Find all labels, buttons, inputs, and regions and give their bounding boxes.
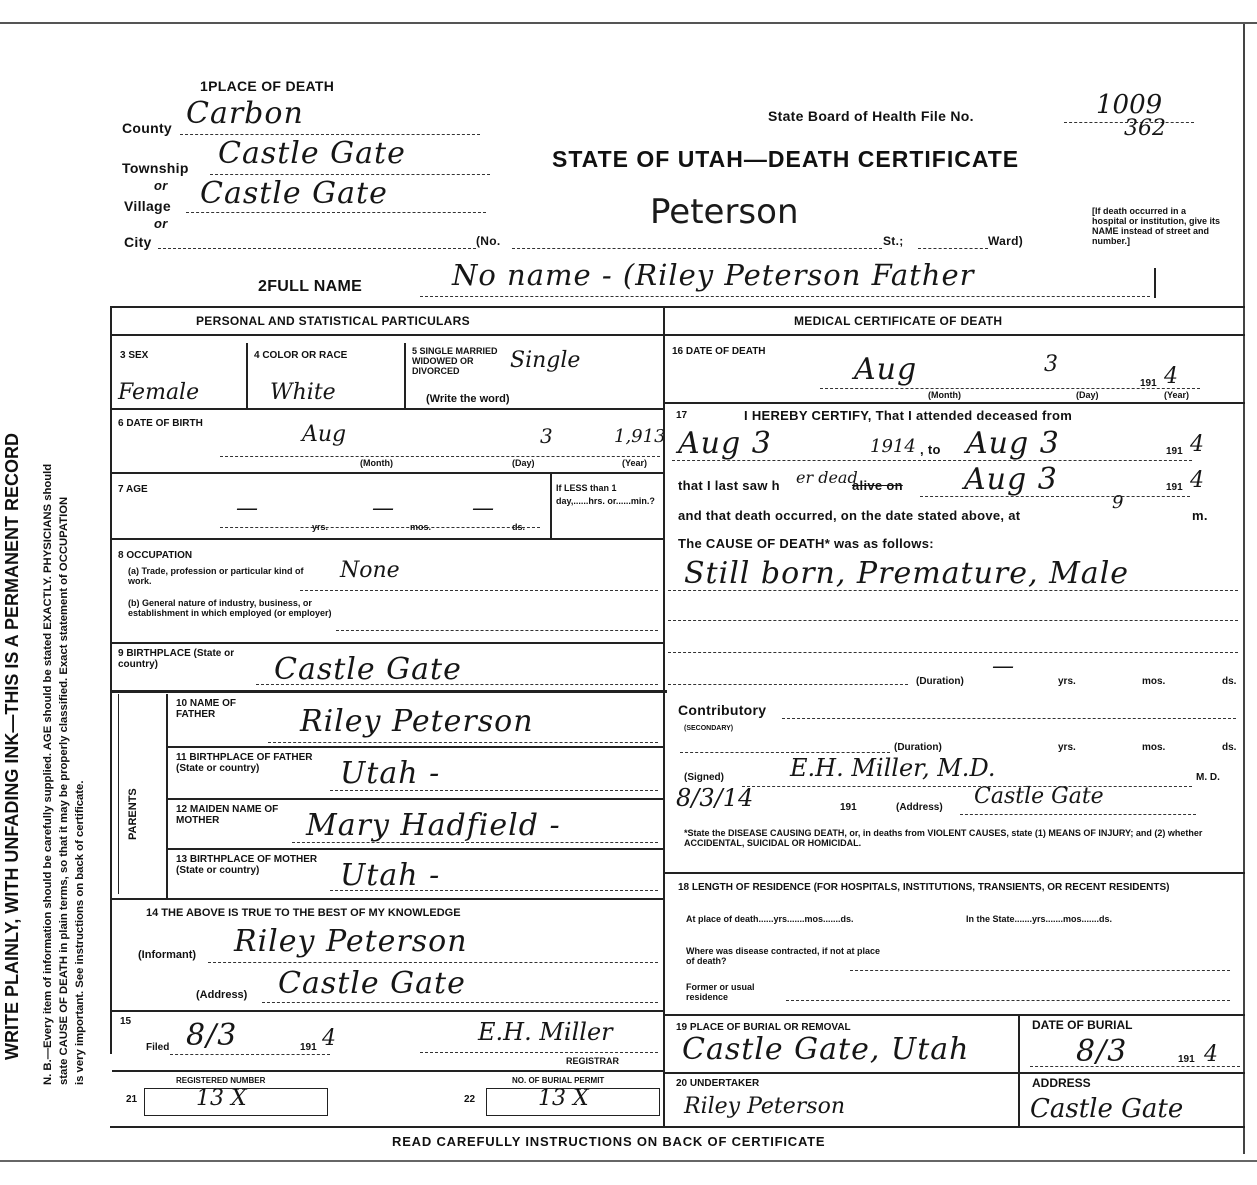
main-top-line: [110, 306, 1245, 308]
row-rule-2: [112, 472, 663, 474]
certify-to: , to: [920, 442, 941, 457]
st-label: St.;: [883, 234, 904, 248]
parents-divider: [166, 694, 168, 898]
undertaker-address-label: ADDRESS: [1032, 1076, 1091, 1090]
mother-bp-value: Utah -: [340, 858, 441, 893]
sex-value: Female: [118, 380, 200, 405]
marital-label: 5 SINGLE MARRIED WIDOWED OR DIVORCED: [412, 346, 498, 376]
village-value: Castle Gate: [200, 176, 388, 211]
last-saw-hw: er dead: [796, 468, 858, 487]
mother-value: Mary Hadfield -: [306, 808, 561, 843]
dod-label: 16 DATE OF DEATH: [672, 346, 766, 357]
burial-value: Castle Gate, Utah: [682, 1032, 970, 1067]
medical-rule-1: [665, 402, 1245, 404]
dod-year-cap: (Year): [1164, 390, 1190, 400]
father-value: Riley Peterson: [300, 704, 534, 739]
sidebar-nb-line1: N. B.—Every item of information should be carefully supplied. AGE should be stated EXACTLY. PHYSICIANS should: [42, 463, 54, 1085]
occupation-value: None: [340, 558, 400, 583]
mother-bp-label: 13 BIRTHPLACE OF MOTHER (State or country): [176, 854, 318, 876]
occupation-b: (b) General nature of industry, business, or establishment in which employed (or employer): [128, 598, 332, 618]
signed-value: E.H. Miller, M.D.: [790, 754, 996, 782]
parents-rule-3: [167, 848, 663, 850]
certify-line-2: [920, 496, 1190, 497]
main-left-line: [110, 306, 112, 1054]
cause-line-1: [668, 590, 1238, 591]
certify-to-year-prefix: 191: [1166, 446, 1183, 457]
occupation-line-b: [336, 630, 658, 631]
contributory-line: [782, 718, 1236, 719]
where-contracted-line: [850, 970, 1230, 971]
footer-instructions: READ CAREFULLY INSTRUCTIONS ON BACK OF CERTIFICATE: [392, 1134, 826, 1149]
full-name-line: [420, 296, 1150, 297]
burial-label: 19 PLACE OF BURIAL OR REMOVAL: [676, 1022, 851, 1033]
file-no-sub: 362: [1124, 116, 1166, 141]
burial-permit-value: 13 X: [538, 1086, 589, 1111]
duration-mos-1: mos.: [1142, 676, 1166, 687]
sex-divider: [246, 343, 248, 409]
village-line: [186, 212, 486, 213]
age-yrs: —: [236, 496, 258, 521]
township-line: [210, 174, 490, 175]
birthplace-value: Castle Gate: [274, 652, 462, 687]
burial-divider: [1018, 1016, 1020, 1126]
signed-line: [742, 786, 1192, 787]
row-rule-3: [112, 538, 663, 540]
undertaker-value: Riley Peterson: [684, 1094, 845, 1119]
where-contracted: Where was disease contracted, if not at place of death?: [686, 946, 881, 966]
dod-line: [820, 388, 1200, 389]
city-line: [158, 248, 476, 249]
age-mos: —: [372, 496, 394, 521]
date-burial-value: 8/3: [1076, 1034, 1128, 1069]
township-value: Castle Gate: [218, 136, 406, 171]
row-rule-5: [112, 690, 667, 693]
color-divider: [404, 343, 406, 409]
dob-line: [220, 456, 660, 457]
last-saw-text: that I last saw h: [678, 478, 780, 493]
sex-label: 3 SEX: [120, 350, 149, 361]
father-bp-value: Utah -: [340, 756, 441, 791]
occurred-m: m.: [1192, 508, 1208, 523]
place-of-death-label: 1PLACE OF DEATH: [200, 78, 335, 94]
full-name-bracket: [1154, 268, 1156, 298]
color-label: 4 COLOR OR RACE: [254, 350, 348, 361]
contributory-line-2: [680, 752, 890, 753]
certify-from-year: 1914: [870, 436, 916, 457]
mother-bp-line: [330, 890, 658, 891]
medical-section-title: MEDICAL CERTIFICATE OF DEATH: [794, 314, 1003, 328]
age-label: 7 AGE: [118, 484, 148, 495]
row-rule-1: [112, 408, 663, 410]
duration-yrs-2: yrs.: [1058, 742, 1076, 753]
registrar-line: [420, 1052, 658, 1053]
last-saw-year-prefix: 191: [1166, 482, 1183, 493]
filed-value: 8/3: [186, 1018, 238, 1053]
no-label: (No.: [476, 234, 501, 248]
row-rule-7: [112, 1070, 663, 1072]
parents-rule-1: [167, 746, 663, 748]
father-label: 10 NAME OF FATHER: [176, 698, 237, 720]
less-than-note: If LESS than 1 day,......hrs. or......min.?: [556, 483, 655, 506]
occupation-line-a: [300, 590, 658, 591]
sig-address-label: (Address): [896, 802, 943, 813]
cause-line-4: [668, 684, 908, 685]
address-value: Castle Gate: [278, 966, 466, 1001]
undertaker-label: 20 UNDERTAKER: [676, 1078, 760, 1089]
address-line: [262, 1002, 658, 1003]
ward-label: Ward): [988, 234, 1024, 248]
medical-title-rule: [665, 334, 1245, 336]
former-residence-line: [786, 1000, 1230, 1001]
county-value: Carbon: [186, 96, 304, 131]
state-note: *State the DISEASE CAUSING DEATH, or, in deaths from VIOLENT CAUSES, state (1) MEANS OF INJURY; and (2) whether ACCIDENTAL, SUICIDAL OR HOMICIDAL.: [684, 828, 1203, 848]
filed-line: [170, 1054, 330, 1055]
date-burial-label: DATE OF BURIAL: [1032, 1018, 1133, 1032]
hospital-note: [If death occurred in a hospital or institution, give its NAME instead of street and number.]: [1092, 206, 1221, 246]
residence-label: 18 LENGTH OF RESIDENCE (FOR HOSPITALS, INSTITUTIONS, TRANSIENTS, OR RECENT RESIDENTS): [678, 882, 1170, 893]
reg-number-value: 13 X: [196, 1086, 247, 1111]
signed-year-prefix: 191: [840, 802, 857, 813]
cause-label: The CAUSE OF DEATH* was as follows:: [678, 536, 934, 551]
bottom-rule: [110, 1126, 1245, 1128]
informant-line: [208, 962, 658, 963]
sidebar-nb-line3: is very important. See instructions on back of certificate.: [74, 780, 86, 1085]
in-state: In the State.......yrs.......mos.......ds.: [966, 914, 1113, 924]
parents-rule-2: [167, 798, 663, 800]
dod-day-cap: (Day): [1076, 390, 1099, 400]
cause-line-2: [668, 620, 1238, 621]
address-label: (Address): [196, 989, 248, 1001]
certify-line-1: [672, 460, 1192, 461]
age-yrs-cap: yrs.: [312, 522, 329, 532]
medical-rule-2: [665, 872, 1245, 874]
dod-year-value: 4: [1164, 364, 1178, 389]
signed-date: 8/3/14: [676, 784, 754, 812]
father-line: [268, 742, 658, 743]
file-no-label: State Board of Health File No.: [768, 108, 974, 124]
registrar-label: REGISTRAR: [566, 1056, 620, 1066]
county-label: County: [122, 120, 173, 136]
page-bottom-border: [0, 1160, 1257, 1162]
former-residence: Former or usual residence: [686, 982, 755, 1002]
father-bp-label: 11 BIRTHPLACE OF FATHER (State or country): [176, 752, 313, 774]
duration-mos-2: mos.: [1142, 742, 1166, 753]
sig-address-line: [960, 814, 1196, 815]
secondary-label: (SECONDARY): [684, 725, 734, 732]
last-saw-year: 4: [1190, 468, 1204, 493]
undertaker-address-value: Castle Gate: [1030, 1094, 1184, 1124]
row-rule-4: [112, 642, 663, 644]
surname-value: Peterson: [650, 192, 799, 232]
parents-label: PARENTS: [127, 788, 139, 840]
filed-number: 15: [120, 1016, 132, 1027]
dod-month: Aug: [854, 352, 918, 387]
informant-value: Riley Peterson: [234, 924, 468, 959]
duration-ds-2: ds.: [1222, 742, 1237, 753]
filed-year-prefix: 191: [300, 1042, 317, 1053]
signed-label: (Signed): [684, 772, 724, 783]
dob-day-cap: (Day): [512, 458, 535, 468]
certify-from: Aug 3: [678, 426, 772, 461]
mother-label: 12 MAIDEN NAME OF MOTHER: [176, 804, 279, 826]
last-saw-value: Aug 3: [964, 462, 1058, 497]
cause-value: Still born, Premature, Male: [684, 556, 1130, 591]
filed-label: Filed: [146, 1042, 170, 1053]
date-burial-year-prefix: 191: [1178, 1054, 1195, 1065]
certify-number: 17: [676, 410, 688, 421]
duration-yrs-1: yrs.: [1058, 676, 1076, 687]
age-divider: [550, 473, 552, 539]
age-mos-cap: mos.: [410, 522, 432, 532]
full-name-label: 2FULL NAME: [258, 278, 363, 295]
cause-line-3: [668, 652, 1238, 653]
page-top-border: [0, 22, 1257, 24]
personal-section-title: PERSONAL AND STATISTICAL PARTICULARS: [196, 314, 470, 328]
duration-dash-1: —: [992, 654, 1014, 679]
age-ds-cap: ds.: [512, 522, 526, 532]
occupation-label: 8 OCCUPATION: [118, 550, 193, 561]
alive-on: alive on: [852, 478, 903, 493]
duration-label-2: (Duration): [894, 742, 942, 753]
st-line: [918, 248, 988, 249]
or-2: or: [154, 216, 168, 231]
file-no-value: 1009: [1096, 90, 1163, 120]
at-place: At place of death......yrs.......mos.......ds.: [686, 914, 854, 924]
birthplace-line: [256, 684, 658, 685]
sidebar-nb-line2: state CAUSE OF DEATH in plain terms, so that it may be properly classified. Exact statement of OCCUPATION: [58, 496, 70, 1085]
dob-label: 6 DATE OF BIRTH: [118, 418, 203, 429]
occupation-a: (a) Trade, profession or particular kind of work.: [128, 566, 304, 586]
certify-to-value: Aug 3: [966, 426, 1060, 461]
dob-day: 3: [540, 424, 553, 448]
dob-year-cap: (Year): [622, 458, 648, 468]
reg-number-label: REGISTERED NUMBER: [176, 1076, 266, 1085]
dob-month-cap: (Month): [360, 458, 393, 468]
md-label: M. D.: [1196, 772, 1220, 783]
father-bp-line: [330, 790, 658, 791]
certify-to-year: 4: [1190, 432, 1204, 457]
certify-text: I HEREBY CERTIFY, That I attended deceased from: [744, 408, 1073, 423]
sig-address-value: Castle Gate: [974, 784, 1104, 809]
full-name-value: No name - (Riley Peterson Father: [452, 258, 975, 292]
dob-month: Aug: [302, 422, 347, 447]
township-label: Township: [122, 160, 189, 176]
color-value: White: [270, 380, 336, 405]
personal-title-rule: [112, 334, 663, 336]
dod-day: 3: [1044, 352, 1058, 377]
medical-rule-4: [665, 1072, 1245, 1074]
no-line: [512, 248, 882, 249]
parents-bottom-rule: [112, 898, 663, 900]
contributory-label: Contributory: [678, 702, 767, 718]
birthplace-label: 9 BIRTHPLACE (State or country): [118, 648, 235, 670]
or-1: or: [154, 178, 168, 193]
village-label: Village: [124, 198, 171, 214]
true-label: 14 THE ABOVE IS TRUE TO THE BEST OF MY KNOWLEDGE: [146, 907, 461, 919]
filed-year-value: 4: [322, 1026, 336, 1051]
registrar-signature: E.H. Miller: [478, 1018, 613, 1046]
sidebar-write-plainly: WRITE PLAINLY, WITH UNFADING INK—THIS IS A PERMANENT RECORD: [2, 432, 22, 1060]
age-ds: —: [472, 496, 494, 521]
dob-year: 1,913: [614, 426, 666, 447]
date-burial-line: [1030, 1066, 1240, 1067]
age-line: [220, 527, 540, 528]
permit-no: 22: [464, 1094, 476, 1105]
informant-label: (Informant): [138, 949, 197, 961]
dod-year-prefix: 191: [1140, 378, 1157, 389]
medical-rule-3: [665, 1014, 1245, 1016]
duration-label-1: (Duration): [916, 676, 964, 687]
mother-line: [292, 842, 658, 843]
dod-month-cap: (Month): [928, 390, 961, 400]
page-right-border: [1243, 24, 1245, 1154]
marital-write: (Write the word): [426, 393, 510, 405]
occurred-text: and that death occurred, on the date stated above, at: [678, 508, 1021, 523]
burial-permit-label: NO. OF BURIAL PERMIT: [512, 1076, 605, 1085]
duration-ds-1: ds.: [1222, 676, 1237, 687]
certificate-title: STATE OF UTAH—DEATH CERTIFICATE: [552, 146, 1020, 172]
county-line: [180, 134, 480, 135]
row-rule-6: [112, 1010, 663, 1012]
city-label: City: [124, 234, 152, 250]
marital-value: Single: [510, 348, 581, 373]
reg-no: 21: [126, 1094, 138, 1105]
date-burial-year: 4: [1204, 1042, 1218, 1067]
occurred-time: 9: [1112, 492, 1124, 513]
